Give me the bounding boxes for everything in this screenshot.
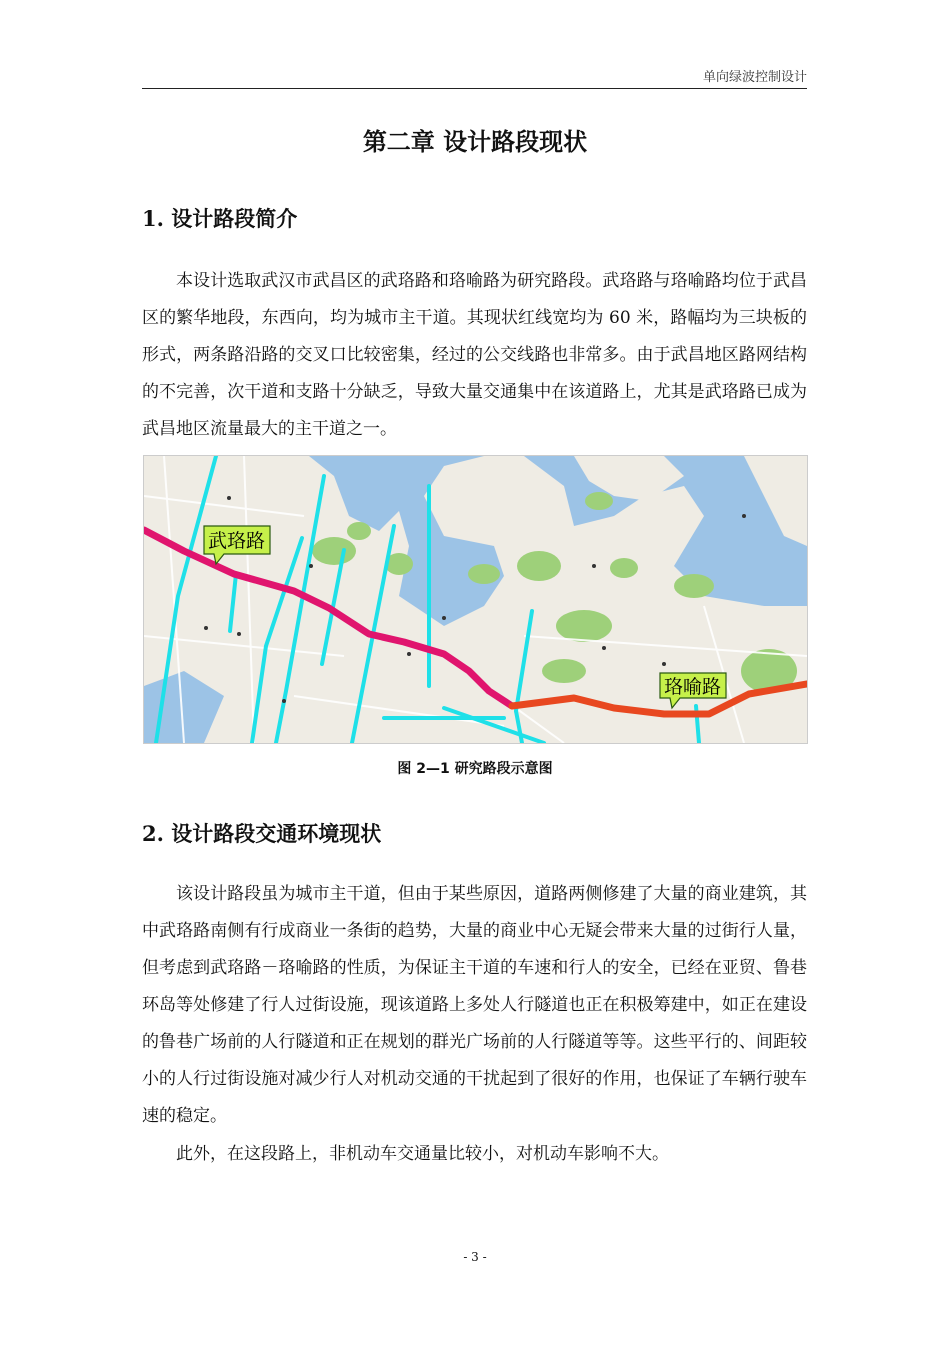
figure-caption: 图 2—1 研究路段示意图 bbox=[397, 761, 553, 777]
section-1-paragraph: 本设计选取武汉市武昌区的武珞路和珞喻路为研究路段。武珞路与珞喻路均位于武昌区的繁华地段，东西向，均为城市主干道。其现状红线宽均为 60 米，路幅均为三块板的形式，两条路沿路的交叉口比较密集，经过的公交线路也非常多。由于武昌地区路网结构的不完善，次干道和支路十分缺乏，导致大量交通集中在该道路上，尤其是武珞路已成为武昌地区流量最大的主干道之一。 bbox=[142, 271, 807, 439]
green-patch bbox=[468, 564, 500, 584]
section-2-paragraph-2: 此外，在这段路上，非机动车交通量比较小，对机动车影响不大。 bbox=[176, 1144, 669, 1164]
road-map bbox=[144, 456, 807, 743]
road-label-wuluo: 武珞路 bbox=[208, 530, 266, 552]
green-patch bbox=[610, 558, 638, 578]
road-label-luoyu: 珞喻路 bbox=[664, 676, 722, 698]
section-1-heading: 1. 设计路段简介 bbox=[142, 206, 298, 231]
road-map-figure bbox=[143, 455, 808, 744]
section-2-heading: 2. 设计路段交通环境现状 bbox=[142, 821, 382, 846]
chapter-title: 第二章 设计路段现状 bbox=[362, 127, 588, 156]
green-patch bbox=[542, 659, 586, 683]
green-patch bbox=[674, 574, 714, 598]
green-patch bbox=[585, 492, 613, 510]
page-number: - 3 - bbox=[463, 1250, 487, 1264]
green-patch bbox=[517, 551, 561, 581]
section-2-paragraph-1: 该设计路段虽为城市主干道，但由于某些原因，道路两侧修建了大量的商业建筑，其中武珞路南侧有行成商业一条街的趋势，大量的商业中心无疑会带来大量的过街行人量，但考虑到武珞路－珞喻路的性质，为保证主干道的车速和行人的安全，已经在亚贸、鲁巷环岛等处修建了行人过街设施，现该道路上多处人行隧道也正在积极筹建中，如正在建设的鲁巷广场前的人行隧道和正在规划的群光广场前的人行隧道等等。这些平行的、间距较小的人行过街设施对减少行人对机动交通的干扰起到了很好的作用，也保证了车辆行驶车速的稳定。 bbox=[142, 884, 807, 1126]
green-patch bbox=[312, 537, 356, 565]
header-title: 单向绿波控制设计 bbox=[702, 70, 807, 85]
green-patch bbox=[556, 610, 612, 642]
page-header bbox=[142, 62, 807, 89]
green-patch bbox=[347, 522, 371, 540]
